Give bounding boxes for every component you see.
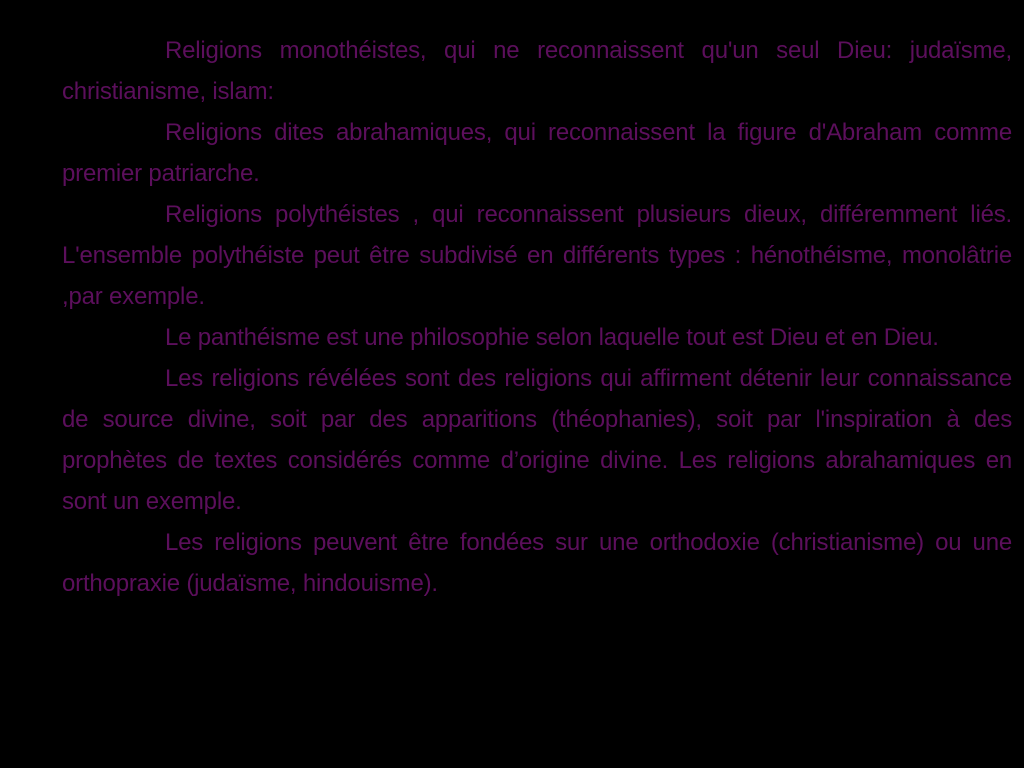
slide-text-body	[62, 30, 1012, 604]
paragraph-religions-revelees: Les religions révélées sont des religions qui affirment détenir leur connaissance de source divine, soit par des apparitions (théophanies), soit par l'inspiration à des prophètes de textes considérés comme d’origine divine. Les religions abrahamiques en sont un exemple.	[62, 365, 1012, 515]
paragraph-monotheistes: Religions monothéistes, qui ne reconnaissent qu'un seul Dieu: judaïsme, christianisme, islam:	[62, 37, 1012, 105]
paragraph-orthodoxie-orthopraxie: Les religions peuvent être fondées sur une orthodoxie (christianisme) ou une orthopraxie (judaïsme, hindouisme).	[62, 529, 1012, 597]
paragraph-polytheistes: Religions polythéistes , qui reconnaissent plusieurs dieux, différemment liés. L'ensemble polythéiste peut être subdivisé en différents types : hénothéisme, monolâtrie ,par exemple.	[62, 201, 1012, 310]
paragraph-abrahamiques: Religions dites abrahamiques, qui reconnaissent la figure d'Abraham comme premier patriarche.	[62, 119, 1012, 187]
paragraph-pantheisme: Le panthéisme est une philosophie selon laquelle tout est Dieu et en Dieu.	[165, 324, 939, 351]
